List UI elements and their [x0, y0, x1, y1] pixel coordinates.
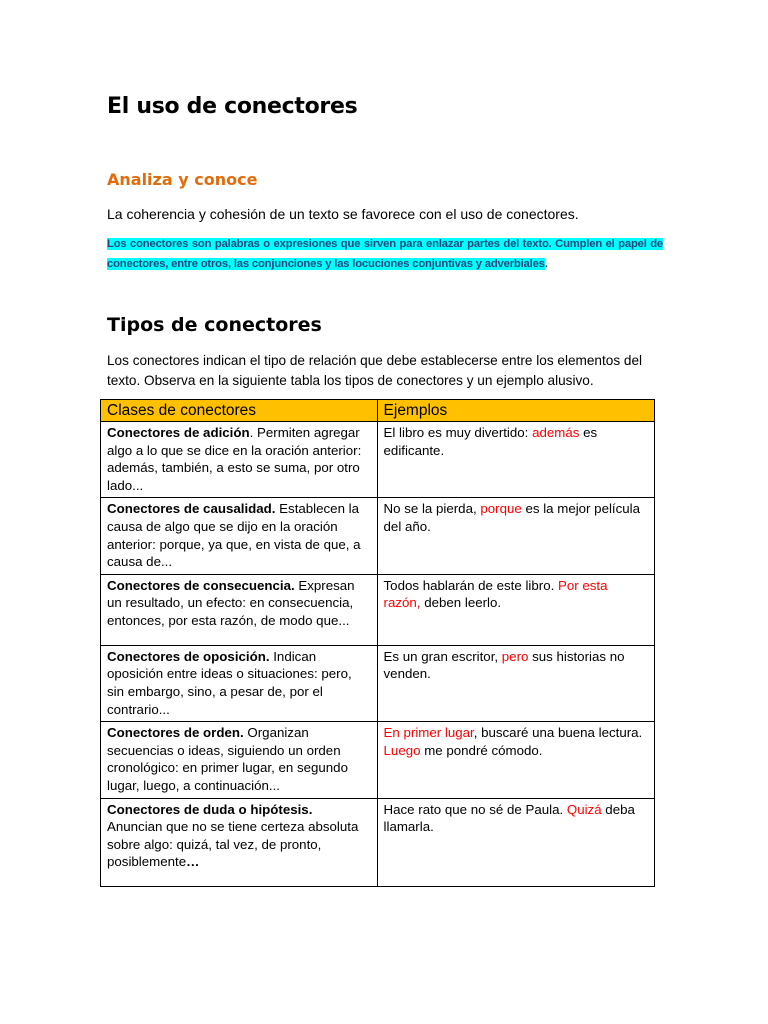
example-text: No se la pierda,: [383, 501, 481, 517]
example-text: es edificante.: [383, 425, 598, 458]
table-row: [101, 798, 655, 886]
table-row: [101, 422, 655, 498]
connector-class-cell: [101, 498, 378, 574]
example-text: Todos hablarán de este libro.: [383, 577, 558, 593]
connector-name: Conectores de adición: [107, 425, 250, 440]
connector-description: Organizan secuencias o ideas, siguiendo un orden cronológico: en primer lugar, en segundo lugar, luego, a continuación...: [107, 725, 348, 793]
connector-name: Conectores de duda o hipótesis.: [107, 801, 313, 817]
example-text: El libro es muy divertido:: [383, 425, 533, 440]
example-cell: [377, 574, 654, 645]
subtitle: Analiza y conoce: [107, 170, 258, 189]
example-text: , buscaré una buena lectura.: [473, 725, 643, 741]
example-cell: [377, 798, 654, 886]
example-cell: [377, 498, 654, 574]
connector-class-cell: [101, 574, 378, 645]
connector-description: Expresan un resultado, un efecto: en consecuencia, entonces, por esta razón, de modo que...: [107, 577, 355, 628]
table-header-row: [101, 400, 655, 422]
column-header-classes: Clases de conectores: [101, 400, 378, 422]
connector-class-cell: [101, 722, 378, 798]
connectors-table: [100, 399, 655, 887]
example-cell: [377, 422, 654, 498]
example-text: deba llamarla.: [383, 801, 635, 835]
example-cell: [377, 645, 654, 721]
connector-name: Conectores de causalidad.: [107, 501, 276, 517]
example-connector: Por esta razón,: [383, 577, 608, 611]
example-text: deben leerlo.: [420, 595, 502, 611]
connector-class-cell: [101, 422, 378, 498]
connector-name: Conectores de orden.: [107, 725, 244, 741]
example-connector: Luego: [383, 742, 421, 758]
example-cell: [377, 722, 654, 798]
column-header-examples: Ejemplos: [377, 400, 654, 422]
table-row: [101, 645, 655, 721]
example-text: me pondré cómodo.: [420, 742, 543, 758]
table-row: [101, 574, 655, 645]
connector-name: Conectores de oposición.: [107, 648, 270, 664]
table-row: [101, 722, 655, 798]
connector-class-cell: [101, 645, 378, 721]
example-text: es la mejor película del año.: [383, 501, 641, 534]
example-text: Es un gran escritor,: [383, 648, 502, 664]
section-text: Los conectores indican el tipo de relación que debe establecerse entre los elementos del texto. Observa en la siguiente tabla los tipos de conectores y un ejemplo alusivo.: [107, 353, 643, 388]
example-connector: pero: [501, 648, 529, 664]
page-title: El uso de conectores: [107, 94, 358, 119]
section-heading: Tipos de conectores: [107, 314, 322, 336]
connector-description: Indican oposición entre ideas o situaciones: pero, sin embargo, sino, a pesar de, por el contrario...: [107, 648, 352, 717]
example-connector: porque: [480, 501, 522, 517]
example-connector: además: [532, 425, 580, 440]
connector-description-ellipsis: …: [186, 854, 200, 870]
connector-description: Anuncian que no se tiene certeza absoluta sobre algo: quizá, tal vez, de pronto, posiblemente: [107, 819, 359, 870]
highlighted-paragraph: [107, 234, 663, 274]
connector-description: . Permiten agregar algo a lo que se dice en la oración anterior: además, también, a esto se suma, por otro lado...: [107, 425, 362, 493]
example-text: sus historias no venden.: [383, 648, 625, 682]
connector-name: Conectores de consecuencia.: [107, 577, 295, 593]
highlighted-text: Los conectores son palabras o expresiones que sirven para enlazar partes del texto. Cumplen el papel de conectores, entre otros, las conjunciones y las locuciones conjuntivas y adverbiales: [107, 238, 663, 270]
intro-paragraph: La coherencia y cohesión de un texto se favorece con el uso de conectores.: [107, 206, 579, 222]
table-row: [101, 498, 655, 574]
highlight-end: .: [544, 258, 548, 270]
example-connector: En primer lugar: [383, 725, 474, 741]
example-connector: Quizá: [566, 801, 602, 817]
connector-class-cell: [101, 798, 378, 886]
example-text: Hace rato que no sé de Paula.: [383, 801, 567, 817]
connector-description: Establecen la causa de algo que se dijo en la oración anterior: porque, ya que, en vista de que, a causa de...: [107, 501, 361, 570]
